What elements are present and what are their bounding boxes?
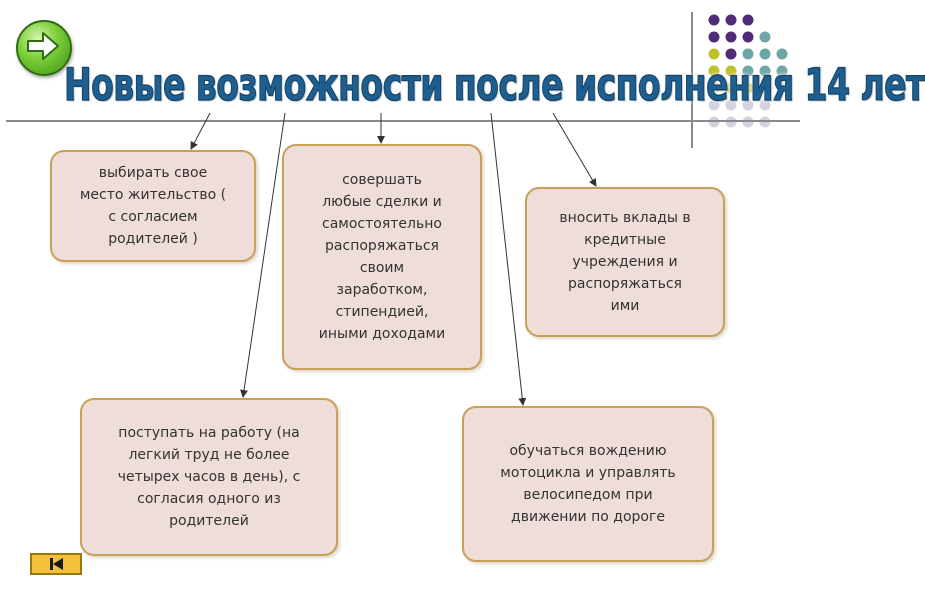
box-text: поступать на работу (на легкий труд не более четырех часов в день), с согласия одного из родителей <box>117 425 301 529</box>
arrow-to-learn-driving <box>491 113 523 405</box>
arrow-to-choose-residence <box>191 113 210 149</box>
box-bank-deposits <box>525 187 725 337</box>
slide-title: Новые возможности после исполнения 14 лет <box>64 58 925 111</box>
box-get-job <box>80 398 338 556</box>
box-choose-residence <box>50 150 256 262</box>
box-make-deals <box>282 144 482 370</box>
box-text: совершать любые сделки и самостоятельно распоряжаться своим заработком, стипендией, иными доходами <box>318 172 446 342</box>
box-learn-driving <box>462 406 714 562</box>
arrow-to-bank-deposits <box>553 113 596 186</box>
box-text: обучаться вождению мотоцикла и управлять велосипедом при движении по дороге <box>500 443 676 525</box>
box-text: выбирать свое место жительство ( с согласием родителей ) <box>79 165 227 247</box>
box-text: вносить вклады в кредитные учреждения и распоряжаться ими <box>559 210 691 314</box>
back-slide-button[interactable] <box>30 553 82 575</box>
skip-back-icon <box>32 555 80 573</box>
